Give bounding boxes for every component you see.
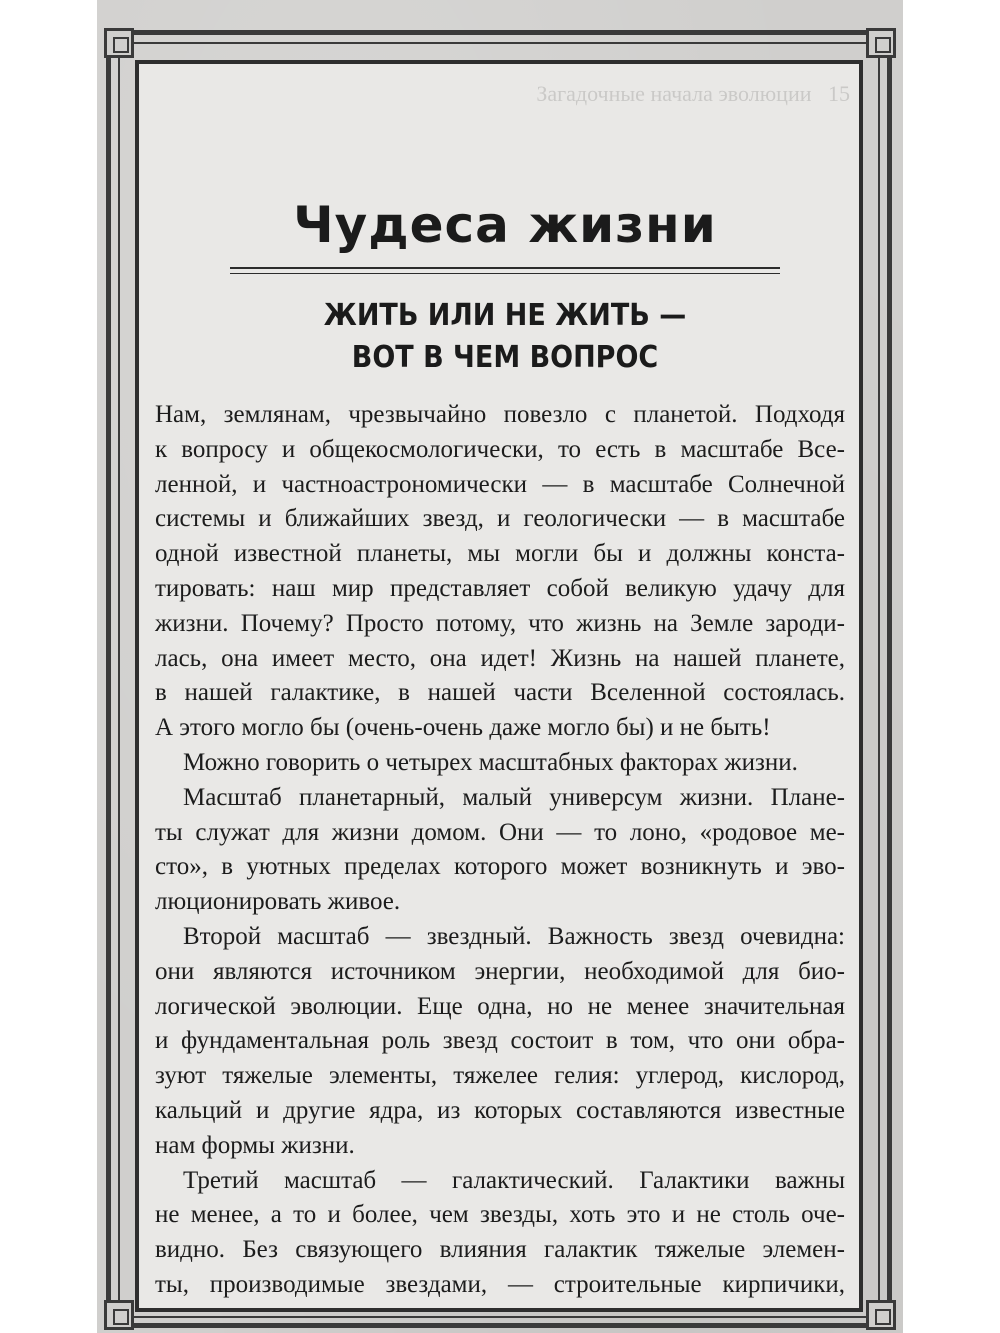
text-line: жизни. Почему? Просто потому, что жизнь на Земле зароди-	[155, 609, 845, 637]
text-line: не менее, а то и более, чем звезды, хоть это и не столь оче-	[155, 1201, 845, 1229]
text-line: Можно говорить о четырех масштабных факторах жизни.	[183, 748, 798, 776]
text-line: кальций и другие ядра, из которых составляются известные	[155, 1096, 845, 1124]
frame-corner-ornament-top-left	[104, 28, 134, 58]
title-underline	[230, 267, 780, 269]
text-line: Нам, землянам, чрезвычайно повезло с планетой. Подходя	[155, 401, 845, 428]
frame-corner-ornament-bottom-right	[866, 1300, 896, 1330]
text-line: логической эволюции. Еще одна, но не менее значительная	[155, 992, 845, 1020]
text-line: тировать: наш мир представляет собой великую удачу для	[155, 574, 845, 602]
text-line: одной известной планеты, мы могли бы и должны конста-	[155, 540, 845, 568]
text-line: Масштаб планетарный, малый универсум жизни. Плане-	[183, 783, 845, 811]
text-line: сто», в уютных пределах которого может возникнуть и эво-	[155, 853, 845, 881]
text-line: зуют тяжелые элементы, тяжелее гелия: углерод, кислород,	[155, 1062, 845, 1090]
text-line: нам формы жизни.	[155, 1131, 355, 1159]
text-line: видно. Без связующего влияния галактик тяжелые элемен-	[155, 1236, 845, 1264]
page-title: Чудеса жизни	[293, 196, 717, 254]
text-line: ты, производимые звездами, — строительные кирпичики,	[155, 1270, 845, 1298]
subtitle-line-1: ЖИТЬ ИЛИ НЕ ЖИТЬ —	[323, 298, 687, 333]
text-line: Второй масштаб — звездный. Важность звезд очевидна:	[183, 922, 845, 950]
frame-corner-ornament-top-right	[866, 28, 896, 58]
text-line: люционировать живое.	[155, 888, 401, 916]
body-text	[155, 398, 845, 1303]
text-line: в нашей галактике, в нашей части Вселенной состоялась.	[155, 679, 845, 707]
text-line: ленной, и частноастрономически — в масштабе Солнечной	[155, 470, 845, 498]
text-line: они являются источником энергии, необходимой для био-	[155, 957, 845, 985]
subtitle-line-2: ВОТ В ЧЕМ ВОПРОС	[351, 340, 659, 375]
text-line: к вопросу и общекосмологически, то есть в масштабе Все-	[155, 435, 845, 463]
text-line: лась, она имеет место, она идет! Жизнь на нашей планете,	[155, 644, 845, 672]
frame-corner-ornament-bottom-left	[104, 1300, 134, 1330]
text-line: системы и ближайших звезд, и геологически — в масштабе	[155, 505, 845, 533]
text-line: А этого могло бы (очень-очень даже могло бы) и не быть!	[155, 714, 771, 742]
text-line: и фундаментальная роль звезд состоит в том, что они обра-	[155, 1027, 845, 1055]
section-subtitle	[230, 295, 780, 379]
text-line: Третий масштаб — галактический. Галактики важны	[183, 1166, 845, 1194]
title-underline-thin	[230, 273, 780, 274]
text-line: ты служат для жизни домом. Они — то лоно, «родовое ме-	[155, 818, 845, 846]
